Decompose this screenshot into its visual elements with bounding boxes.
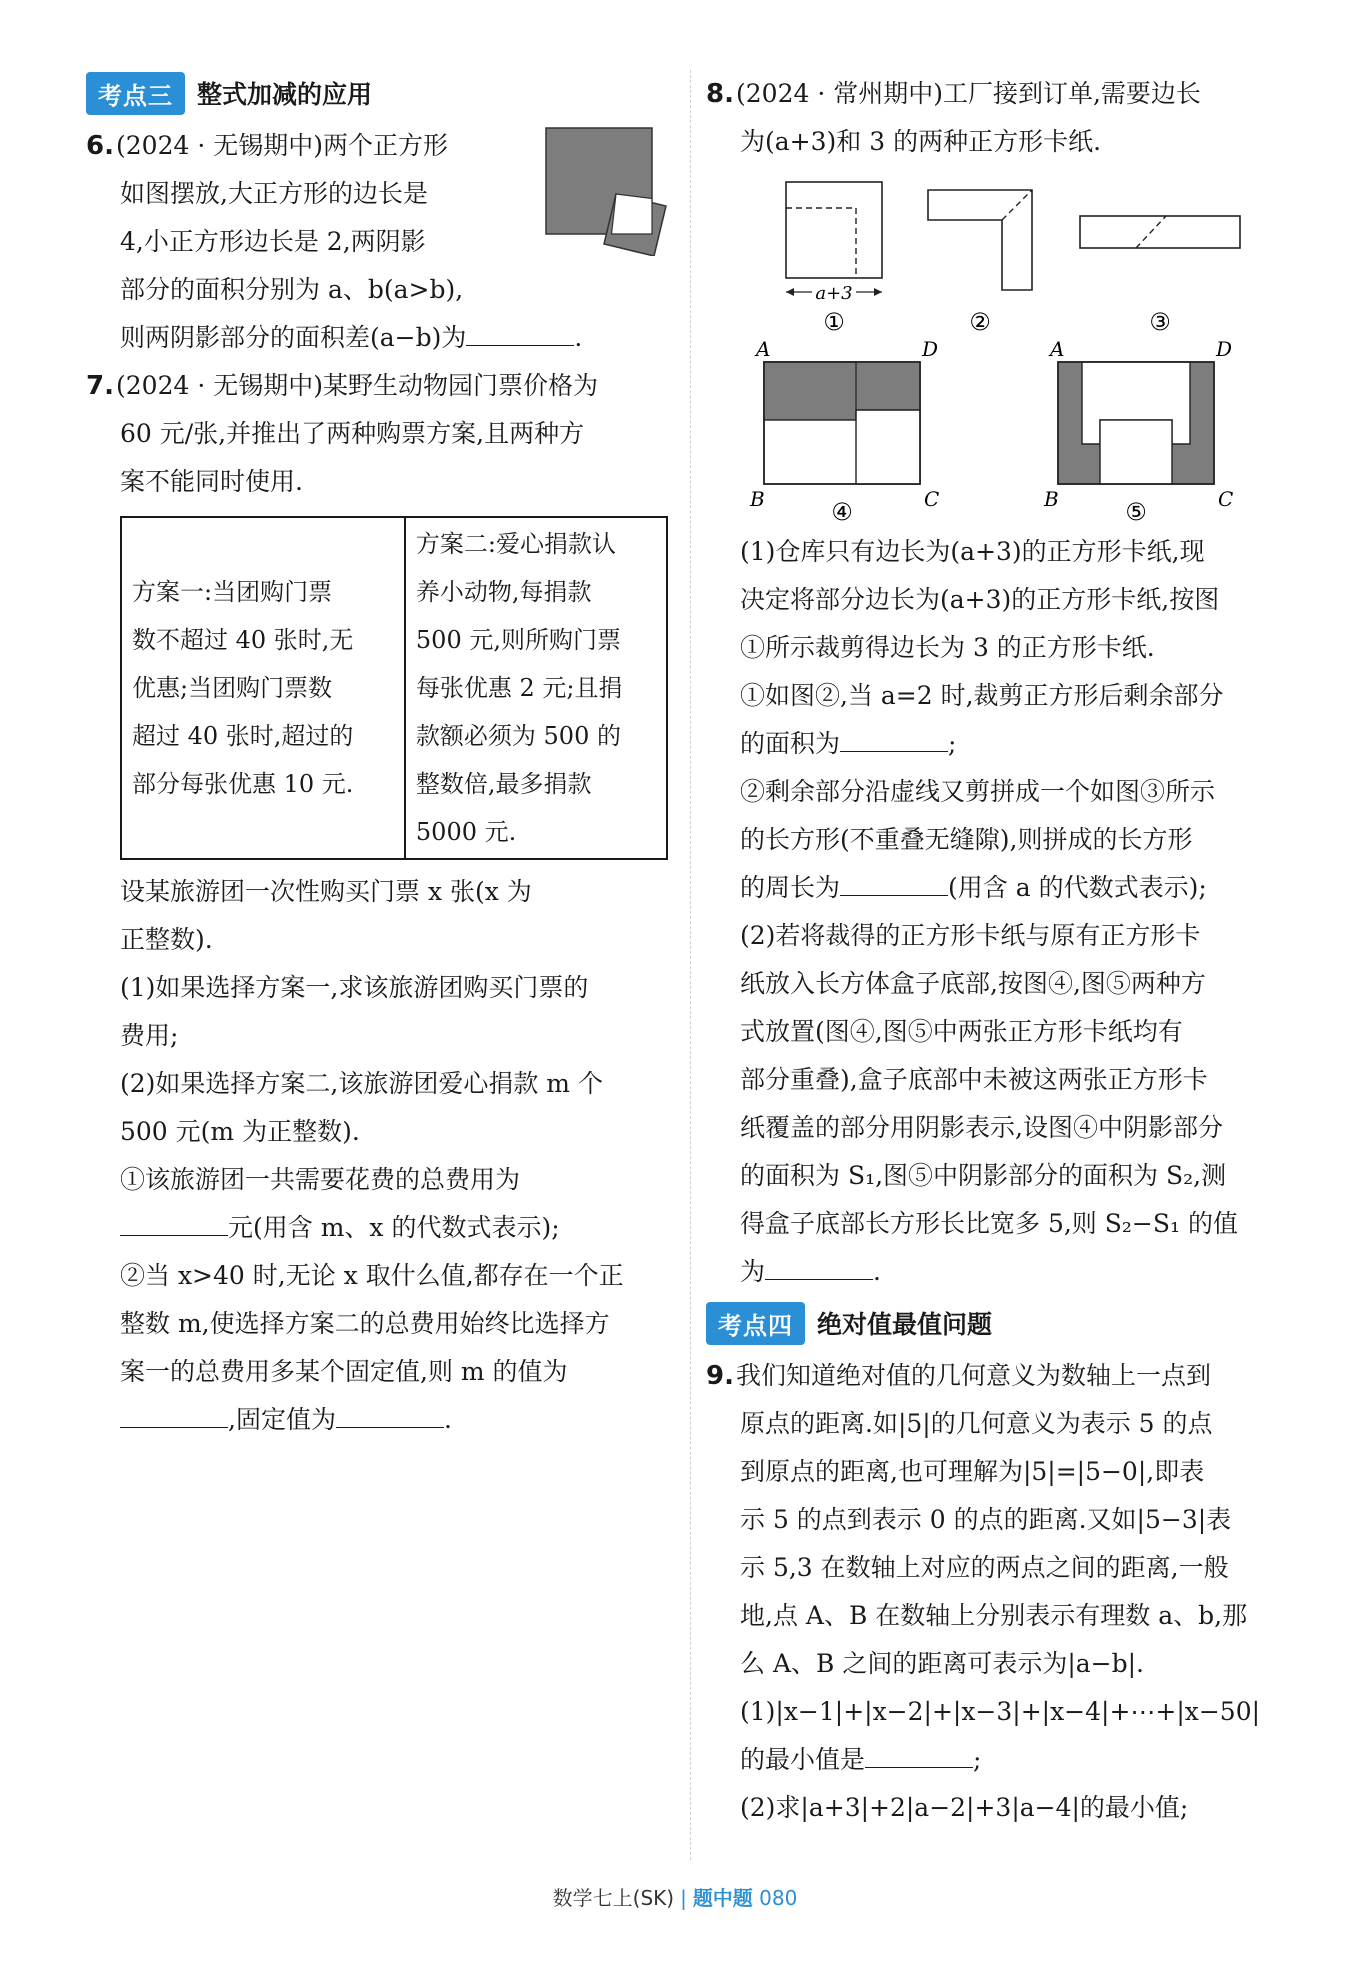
question-line: 部分重叠),盒子底部中未被这两张正方形卡 xyxy=(740,1065,1208,1094)
figure-label-2: ② xyxy=(969,308,991,336)
answer-blank[interactable] xyxy=(120,1205,228,1236)
question-number: 7. xyxy=(86,371,114,401)
figure-label-1: ① xyxy=(823,308,845,336)
card-figures-1-3 xyxy=(706,172,1298,340)
dim-label: a+3 xyxy=(815,283,853,304)
question-line: 4,小正方形边长是 2,两阴影 xyxy=(120,227,426,256)
question-line: ①所示裁剪得边长为 3 的正方形卡纸. xyxy=(740,633,1155,662)
corner-d: D xyxy=(922,340,939,361)
plan-line: 数不超过 40 张时,无 xyxy=(132,626,354,654)
q8-text: 为 xyxy=(740,1257,766,1286)
question-line: 原点的距离.如|5|的几何意义为表示 5 的点 xyxy=(740,1409,1213,1438)
answer-blank[interactable] xyxy=(865,1737,973,1768)
figure-3 xyxy=(1080,216,1240,336)
question-line: 得盒子底部长方形长比宽多 5,则 S₂−S₁ 的值 xyxy=(740,1209,1238,1238)
question-6 xyxy=(86,122,670,362)
question-line: (1)|x−1|+|x−2|+|x−3|+|x−4|+⋯+|x−50| xyxy=(740,1697,1261,1726)
question-8 xyxy=(706,70,1298,1296)
q6-text: . xyxy=(574,323,583,352)
section-badge: 考点三 xyxy=(86,72,185,115)
question-line: (2)若将裁得的正方形卡纸与原有正方形卡 xyxy=(740,921,1201,950)
question-line: 60 元/张,并推出了两种购票方案,且两种方 xyxy=(120,419,585,448)
figure-label-4: ④ xyxy=(831,498,853,526)
question-line: (1)如果选择方案一,求该旅游团购买门票的 xyxy=(120,973,589,1002)
q8-text: (2024 · 常州期中)工厂接到订单,需要边长 xyxy=(736,79,1201,108)
q9-text: ; xyxy=(973,1745,982,1774)
figure-1 xyxy=(786,182,882,336)
question-line: ②当 x>40 时,无论 x 取什么值,都存在一个正 xyxy=(120,1261,624,1290)
q7-text: ,固定值为 xyxy=(228,1405,336,1434)
corner-b: B xyxy=(1044,487,1059,511)
question-line: 纸覆盖的部分用阴影表示,设图④中阴影部分 xyxy=(740,1113,1223,1142)
question-line: (2)求|a+3|+2|a−2|+3|a−4|的最小值; xyxy=(740,1793,1189,1822)
section-title: 绝对值最值问题 xyxy=(817,1310,993,1339)
plan-line: 方案一:当团购门票 xyxy=(132,578,333,606)
corner-c: C xyxy=(924,487,940,511)
question-7 xyxy=(86,362,670,1444)
answer-blank[interactable] xyxy=(840,721,948,752)
question-line: ②剩余部分沿虚线又剪拼成一个如图③所示 xyxy=(740,777,1216,806)
right-column xyxy=(706,70,1298,1832)
question-line: 正整数). xyxy=(120,925,213,954)
answer-blank[interactable] xyxy=(120,1397,228,1428)
figure-label-5: ⑤ xyxy=(1125,498,1147,526)
q9-text: 的最小值是 xyxy=(740,1745,866,1774)
answer-blank[interactable] xyxy=(765,1249,873,1280)
plan-line: 500 元,则所购门票 xyxy=(415,626,621,654)
section-header-3 xyxy=(86,70,670,116)
plan-2-cell xyxy=(405,517,667,859)
q8-text: ; xyxy=(948,729,957,758)
corner-a: A xyxy=(1050,340,1065,361)
section-badge: 考点四 xyxy=(706,1302,805,1345)
q7-text: 元(用含 m、x 的代数式表示); xyxy=(228,1213,560,1242)
question-line xyxy=(86,314,670,362)
left-column xyxy=(86,70,670,1444)
question-line: ①该旅游团一共需要花费的总费用为 xyxy=(120,1165,521,1194)
q9-text: 我们知道绝对值的几何意义为数轴上一点到 xyxy=(736,1361,1212,1390)
question-line xyxy=(706,864,1298,912)
answer-blank[interactable] xyxy=(466,315,574,346)
plan-1-cell xyxy=(121,517,405,859)
plan-line: 款额必须为 500 的 xyxy=(415,722,621,750)
q8-text: 的周长为 xyxy=(740,873,841,902)
plan-line: 优惠;当团购门票数 xyxy=(132,674,333,702)
corner-b: B xyxy=(750,487,765,511)
q8-text: (用含 a 的代数式表示); xyxy=(948,873,1207,902)
question-line: ①如图②,当 a=2 时,裁剪正方形后剩余部分 xyxy=(740,681,1224,710)
question-line: (2)如果选择方案二,该旅游团爱心捐款 m 个 xyxy=(120,1069,603,1098)
corner-c: C xyxy=(1218,487,1234,511)
question-line: 地,点 A、B 在数轴上分别表示有理数 a、b,那 xyxy=(740,1601,1248,1630)
q6-text: (2024 · 无锡期中)两个正方形 xyxy=(116,131,448,160)
figure-5 xyxy=(1043,340,1233,526)
plan-line: 养小动物,每捐款 xyxy=(415,578,592,606)
plan-line: 整数倍,最多捐款 xyxy=(415,770,592,798)
plan-line: 每张优惠 2 元;且捐 xyxy=(415,674,623,702)
section-title: 整式加减的应用 xyxy=(197,80,373,109)
question-line xyxy=(706,70,1298,118)
figure-2 xyxy=(928,190,1032,336)
question-line: 500 元(m 为正整数). xyxy=(120,1117,360,1146)
figure-4 xyxy=(749,340,939,526)
question-line: 纸放入长方体盒子底部,按图④,图⑤两种方 xyxy=(740,969,1206,998)
plan-line: 5000 元. xyxy=(415,818,517,846)
question-line: 决定将部分边长为(a+3)的正方形卡纸,按图 xyxy=(740,585,1220,614)
figure-label-3: ③ xyxy=(1149,308,1171,336)
question-line: 案不能同时使用. xyxy=(120,467,303,496)
question-line: 的面积为 S₁,图⑤中阴影部分的面积为 S₂,测 xyxy=(740,1161,1227,1190)
question-9 xyxy=(706,1352,1298,1832)
q6-text: 则两阴影部分的面积差(a−b)为 xyxy=(120,323,467,352)
question-number: 8. xyxy=(706,79,734,109)
question-line: 部分的面积分别为 a、b(a>b), xyxy=(120,275,464,304)
plan-table xyxy=(120,516,668,860)
answer-blank[interactable] xyxy=(336,1397,444,1428)
question-line: 为(a+3)和 3 的两种正方形卡纸. xyxy=(740,127,1102,156)
question-number: 6. xyxy=(86,131,114,161)
two-squares-figure xyxy=(544,126,670,256)
column-divider xyxy=(690,70,691,1860)
question-line xyxy=(86,362,670,410)
question-line: 式放置(图④,图⑤中两张正方形卡纸均有 xyxy=(740,1017,1183,1046)
question-line: 设某旅游团一次性购买门票 x 张(x 为 xyxy=(120,877,532,906)
question-line xyxy=(706,1352,1298,1400)
q7-text: (2024 · 无锡期中)某野生动物园门票价格为 xyxy=(116,371,598,400)
plan-line: 部分每张优惠 10 元. xyxy=(132,770,354,798)
question-line xyxy=(706,1736,1298,1784)
question-line xyxy=(706,1248,1298,1296)
question-line: 的长方形(不重叠无缝隙),则拼成的长方形 xyxy=(740,825,1193,854)
question-line: 么 A、B 之间的距离可表示为|a−b|. xyxy=(740,1649,1144,1678)
q7-text: . xyxy=(443,1405,452,1434)
overlap-region xyxy=(612,194,653,234)
footer-separator: | xyxy=(680,1886,687,1910)
corner-d: D xyxy=(1216,340,1233,361)
question-line: 示 5 的点到表示 0 的点的距离.又如|5−3|表 xyxy=(740,1505,1232,1534)
plan-line: 超过 40 张时,超过的 xyxy=(132,722,354,750)
question-line: 案一的总费用多某个固定值,则 m 的值为 xyxy=(120,1357,568,1386)
answer-blank[interactable] xyxy=(840,865,948,896)
q8-text: 的面积为 xyxy=(740,729,841,758)
series-brand: 题中题 xyxy=(692,1886,753,1910)
page-number: 080 xyxy=(759,1886,798,1910)
question-line: 示 5,3 在数轴上对应的两点之间的距离,一般 xyxy=(740,1553,1229,1582)
question-line: (1)仓库只有边长为(a+3)的正方形卡纸,现 xyxy=(740,537,1205,566)
card-figures-4-5 xyxy=(706,340,1298,528)
question-line: 费用; xyxy=(120,1021,179,1050)
page-footer xyxy=(0,1882,1350,1911)
question-line xyxy=(86,1396,670,1444)
plan-line: 方案二:爱心捐款认 xyxy=(415,530,616,558)
book-title: 数学七上(SK) xyxy=(552,1886,675,1910)
section-header-4 xyxy=(706,1300,1298,1346)
question-line: 整数 m,使选择方案二的总费用始终比选择方 xyxy=(120,1309,610,1338)
question-number: 9. xyxy=(706,1361,734,1391)
question-line: 到原点的距离,也可理解为|5|=|5−0|,即表 xyxy=(740,1457,1205,1486)
question-line xyxy=(706,720,1298,768)
question-line: 如图摆放,大正方形的边长是 xyxy=(120,179,428,208)
q8-text: . xyxy=(873,1257,881,1286)
corner-a: A xyxy=(756,340,771,361)
question-line xyxy=(86,1204,670,1252)
